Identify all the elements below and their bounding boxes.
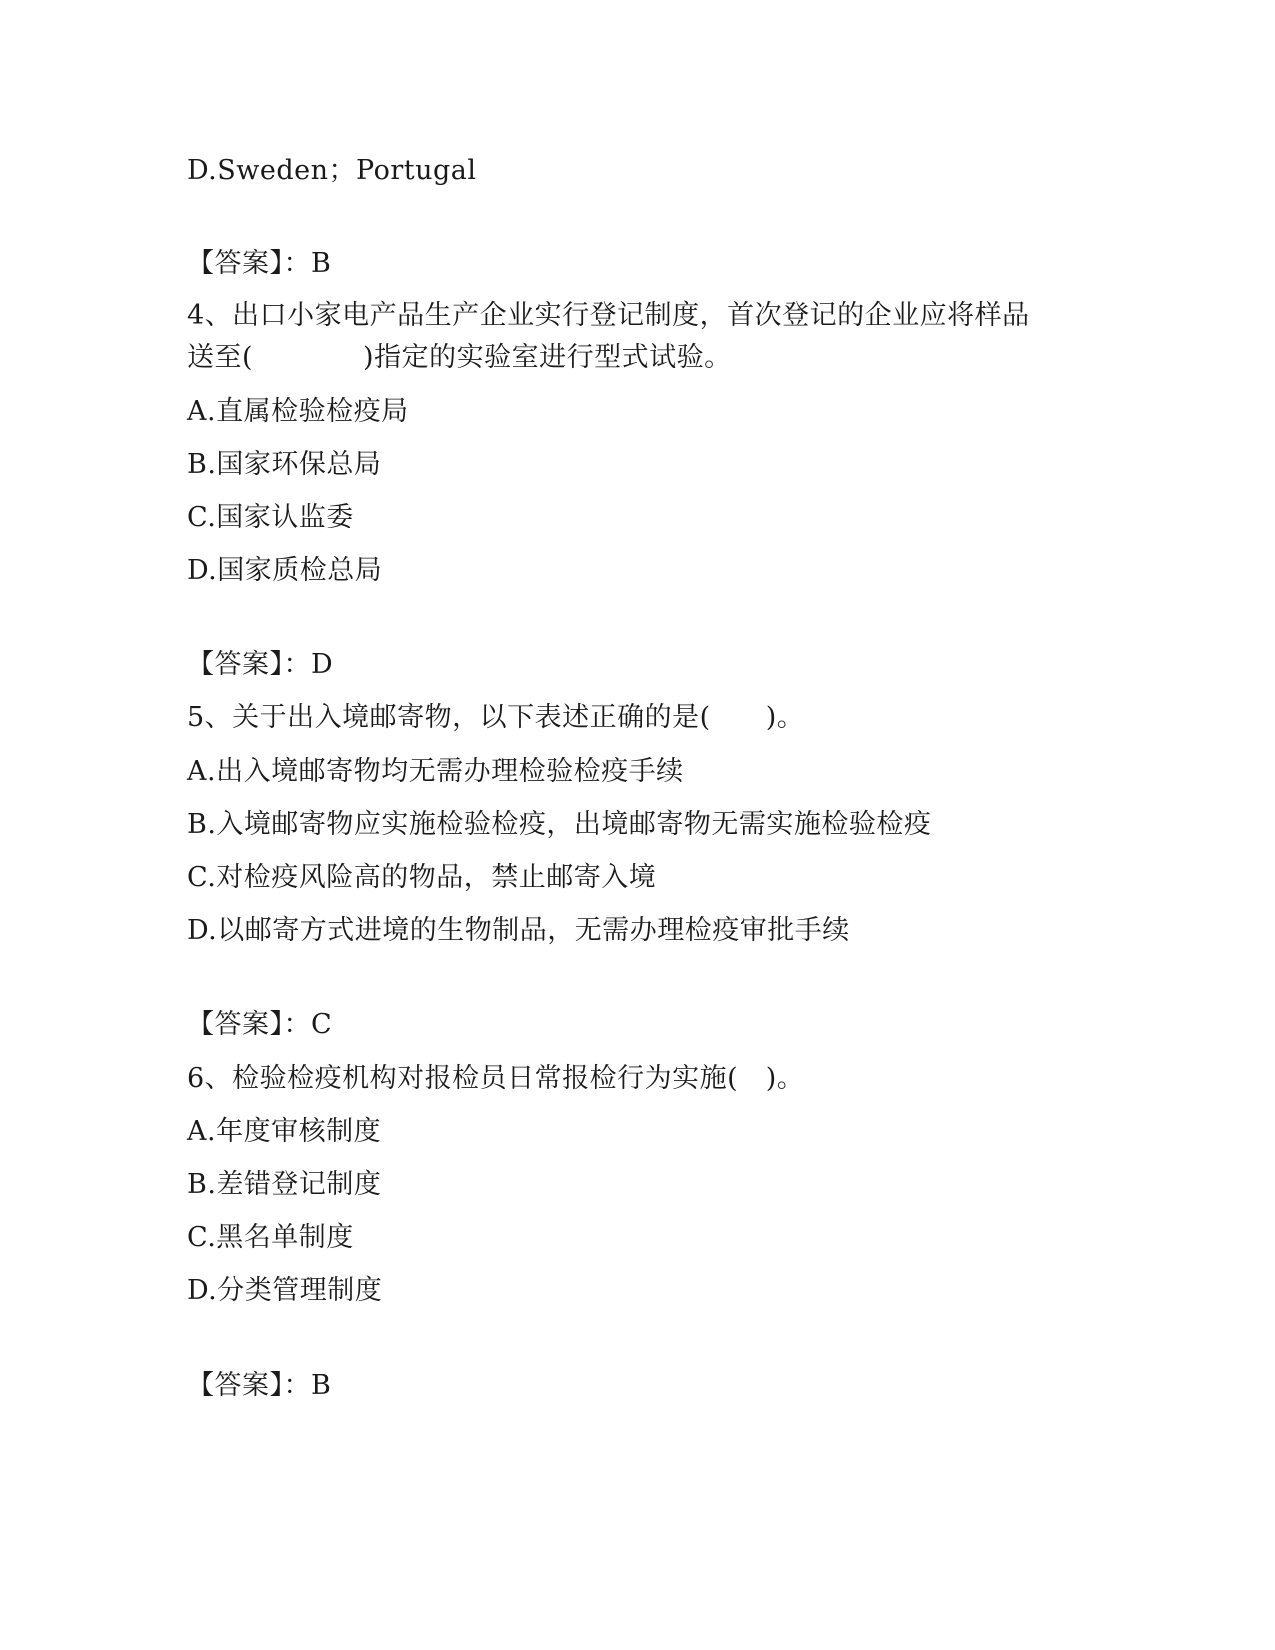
q4-option-a: A.直属检验检疫局 — [187, 396, 409, 427]
q4-stem-line1: 4、出口小家电产品生产企业实行登记制度，首次登记的企业应将样品 — [187, 300, 1030, 331]
q4-stem-line2: 送至( )指定的实验室进行型式试验。 — [187, 342, 732, 373]
q4-option-d: D.国家质检总局 — [187, 555, 383, 586]
q4-option-c: C.国家认监委 — [187, 502, 354, 533]
q5-option-c: C.对检疫风险高的物品，禁止邮寄入境 — [187, 862, 657, 893]
q6-option-b: B.差错登记制度 — [187, 1169, 382, 1200]
q4-answer: 【答案】：D — [187, 649, 334, 680]
q6-option-d: D.分类管理制度 — [187, 1275, 383, 1306]
q4-option-b: B.国家环保总局 — [187, 449, 382, 480]
q6-answer: 【答案】：B — [187, 1370, 332, 1401]
q5-stem: 5、关于出入境邮寄物，以下表述正确的是( )。 — [187, 702, 805, 733]
q3-option-d: D.Sweden；Portugal — [187, 155, 477, 186]
q5-answer: 【答案】：C — [187, 1009, 333, 1040]
q6-option-c: C.黑名单制度 — [187, 1222, 354, 1253]
q5-option-d: D.以邮寄方式进境的生物制品，无需办理检疫审批手续 — [187, 915, 850, 946]
q5-option-b: B.入境邮寄物应实施检验检疫，出境邮寄物无需实施检验检疫 — [187, 809, 932, 840]
q3-answer: 【答案】：B — [187, 248, 332, 279]
q6-option-a: A.年度审核制度 — [187, 1116, 382, 1147]
q5-option-a: A.出入境邮寄物均无需办理检验检疫手续 — [187, 756, 684, 787]
q6-stem: 6、检验检疫机构对报检员日常报检行为实施( )。 — [187, 1063, 805, 1094]
